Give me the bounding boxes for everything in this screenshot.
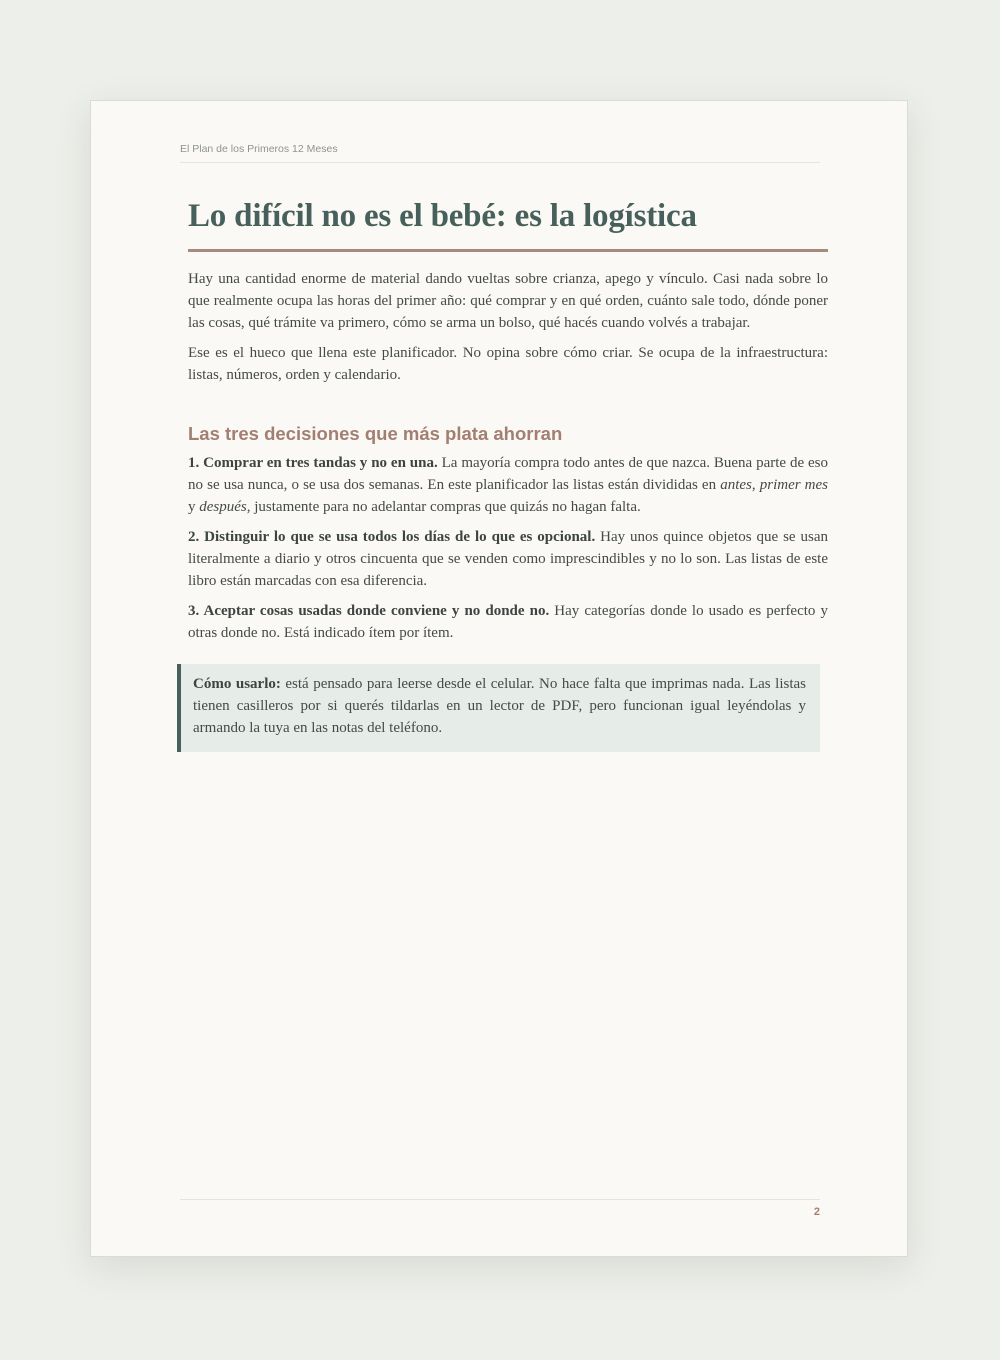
decision-paragraph-3 <box>188 600 828 644</box>
decision-em-despues: después <box>199 499 247 515</box>
how-to-use-callout <box>177 664 820 752</box>
decision-text-1b: , justamente para no adelantar compras que quizás no hagan falta. <box>246 499 641 515</box>
decision-lead-2: 2. Distinguir lo que se usa todos los días de lo que es opcional. <box>188 529 596 545</box>
decision-lead-3: 3. Aceptar cosas usadas donde conviene y no donde no. <box>188 603 550 619</box>
page-title: Lo difícil no es el bebé: es la logística <box>188 193 828 252</box>
callout-paragraph <box>193 673 806 739</box>
decision-text-2: Hay unos quince objetos que se usan literalmente a diario y otros cincuenta que se venden como imprescindibles y no lo son. Las listas de este libro están marcadas con esa diferencia. <box>188 529 828 589</box>
running-footer <box>180 1199 820 1218</box>
intro-paragraph-2: Ese es el hueco que llena este planificador. No opina sobre cómo criar. Se ocupa de la infraestructura: listas, números, orden y calendario. <box>188 345 828 383</box>
decision-paragraph-2 <box>188 526 828 592</box>
page-content <box>188 193 828 644</box>
callout-lead: Cómo usarlo: <box>193 676 281 692</box>
decision-em-antes: antes <box>720 477 752 493</box>
document-page <box>90 100 908 1257</box>
intro-paragraph-1: Hay una cantidad enorme de material dando vueltas sobre crianza, apego y vínculo. Casi nada sobre lo que realmente ocupa las horas del primer año: qué comprar y en qué orden, cuánto sale todo, dónde poner las cosas, qué trámite va primero, cómo se arma un bolso, qué hacés cuando volvés a trabajar. <box>188 271 828 331</box>
decision-text-1a: La mayoría compra todo antes de que nazca. Buena parte de eso no se usa nunca, o se usa dos semanas. En este planificador las listas están divididas en <box>188 455 828 493</box>
callout-text: está pensado para leerse desde el celular. No hace falta que imprimas nada. Las listas tienen casilleros por si querés tildarlas en un lector de PDF, pero funcionan igual leyéndolas y armando la tuya en las notas del teléfono. <box>193 676 806 736</box>
decision-sep-1: , <box>751 477 760 493</box>
decision-sep-2: y <box>188 499 200 515</box>
decision-text-3: Hay categorías donde lo usado es perfecto y otras donde no. Está indicado ítem por ítem. <box>188 603 828 641</box>
running-header: El Plan de los Primeros 12 Meses <box>180 143 820 163</box>
section-title: Las tres decisiones que más plata ahorran <box>188 423 563 444</box>
decision-em-primer-mes: primer mes <box>759 477 829 493</box>
page-number: 2 <box>813 1206 820 1218</box>
decision-paragraph-1 <box>188 452 828 518</box>
decision-lead-1: 1. Comprar en tres tandas y no en una. <box>188 455 438 471</box>
